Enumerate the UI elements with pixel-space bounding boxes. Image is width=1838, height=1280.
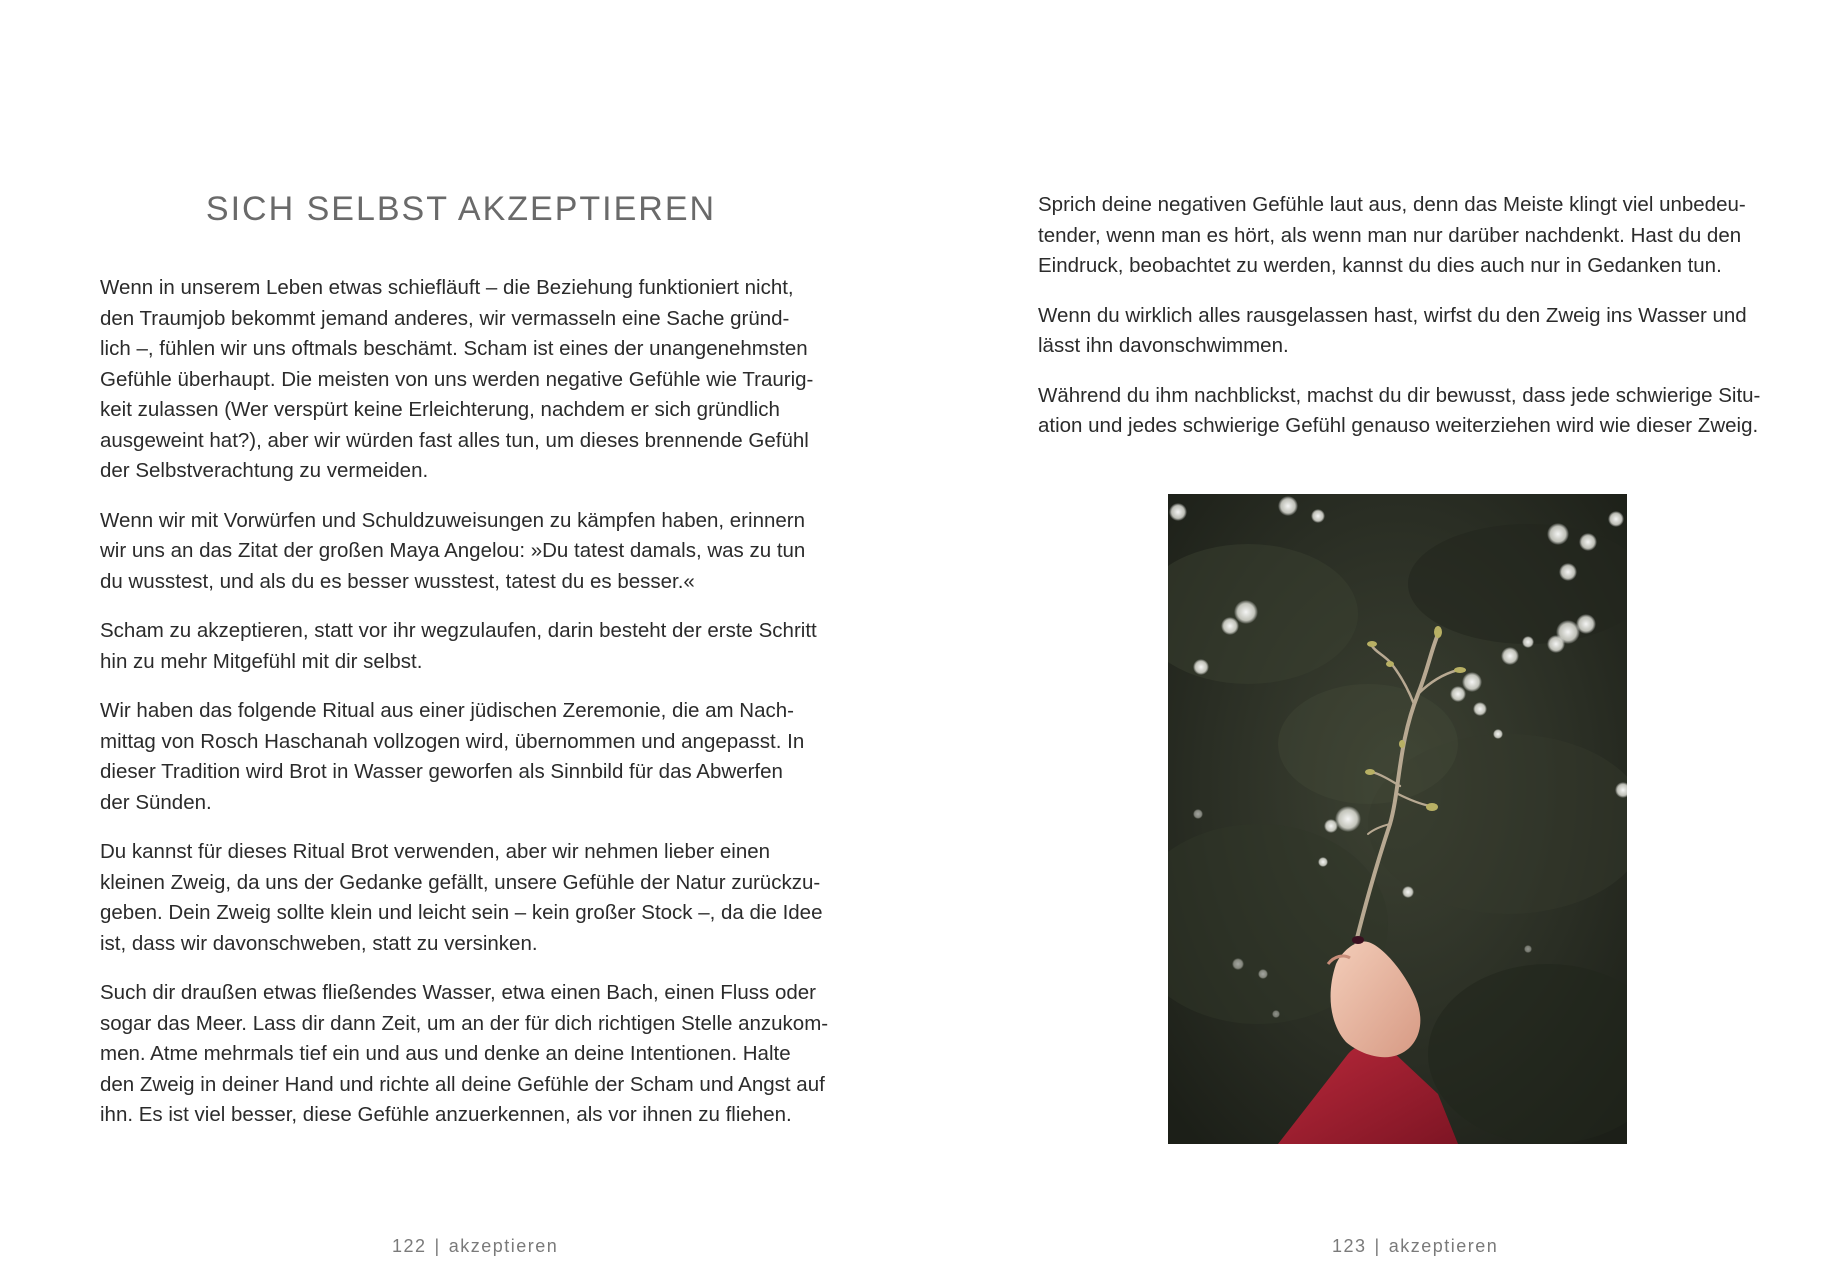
paragraph: Wir haben das folgende Ritual aus einer jüdischen Zeremonie, die am Nach- mittag von Rosch Haschanah vollzogen wird, übernommen und angepasst. In dieser Tradition wird Brot in Wasser geworfen als Sinnbild für das Abwerfen der Sünden.: [100, 699, 805, 814]
photo-hand-holding-twig: [1168, 494, 1627, 1144]
paragraph: Wenn wir mit Vorwürfen und Schuldzuweisungen zu kämpfen haben, erinnern wir uns an das Zitat der großen Maya Angelou: »Du tatest damals, was zu tun du wusstest, und als du es besser wusstest, tatest du es besser.«: [100, 508, 806, 593]
page-footer-right: [1332, 1236, 1498, 1257]
paragraph: Während du ihm nachblickst, machst du dir bewusst, dass jede schwierige Situ- ation und jedes schwierige Gefühl genauso weiterziehen wird wie dieser Zweig.: [1038, 383, 1761, 437]
twig-photo-illustration: [1168, 494, 1627, 1144]
page-number: 123: [1332, 1236, 1367, 1256]
section-name: akzeptieren: [448, 1236, 559, 1256]
paragraph: Wenn in unserem Leben etwas schiefläuft – die Beziehung funktioniert nicht, den Traumjob bekommt jemand anderes, wir vermasseln eine Sache gründ- lich –, fühlen wir uns oftmals beschämt. Scham ist eines der unangenehmsten Gefühle überhaupt. Die meisten von uns werden negative Gefühle wie Traurig- keit zulassen (Wer verspürt keine Erleichterung, nachdem er sich gründlich ausgeweint hat?), aber wir würden fast alles tun, um dieses brennende Gefühl der Selbstverachtung zu vermeiden.: [100, 276, 814, 482]
page-number: 122: [392, 1236, 427, 1256]
chapter-title: SICH SELBST AKZEPTIEREN: [205, 190, 717, 228]
folio-separator: |: [434, 1236, 441, 1256]
section-name: akzeptieren: [1388, 1236, 1499, 1256]
folio-separator: |: [1374, 1236, 1381, 1256]
paragraph: Such dir draußen etwas fließendes Wasser, etwa einen Bach, einen Fluss oder sogar das Meer. Lass dir dann Zeit, um an der für dich richtigen Stelle anzukom- men. Atme mehrmals tief ein und aus und denke an deine Intentionen. Halte den Zweig in deiner Hand und richte all deine Gefühle der Scham und Angst auf ihn. Es ist viel besser, diese Gefühle anzuerkennen, als vor ihnen zu fliehen.: [100, 981, 829, 1126]
right-page: [919, 0, 1838, 1280]
right-body-text: [1038, 190, 1778, 461]
paragraph: Du kannst für dieses Ritual Brot verwenden, aber wir nehmen lieber einen kleinen Zweig, da uns der Gedanke gefällt, unsere Gefühle der Natur zurückzu- geben. Dein Zweig sollte klein und leicht sein – kein großer Stock –, da die Idee ist, dass wir davonschweben, statt zu versinken.: [100, 840, 823, 955]
paragraph: Scham zu akzeptieren, statt vor ihr wegzulaufen, darin besteht der erste Schritt hin zu mehr Mitgefühl mit dir selbst.: [100, 619, 817, 673]
paragraph: Wenn du wirklich alles rausgelassen hast, wirfst du den Zweig ins Wasser und lässt ihn davonschwimmen.: [1038, 303, 1747, 357]
page-footer-left: [392, 1236, 558, 1257]
paragraph: Sprich deine negativen Gefühle laut aus, denn das Meiste klingt viel unbedeu- tender, wenn man es hört, als wenn man nur darüber nachdenkt. Hast du den Eindruck, beobachtet zu werden, kannst du dies auch nur in Gedanken tun.: [1038, 193, 1746, 277]
left-body-text: [100, 273, 840, 1150]
